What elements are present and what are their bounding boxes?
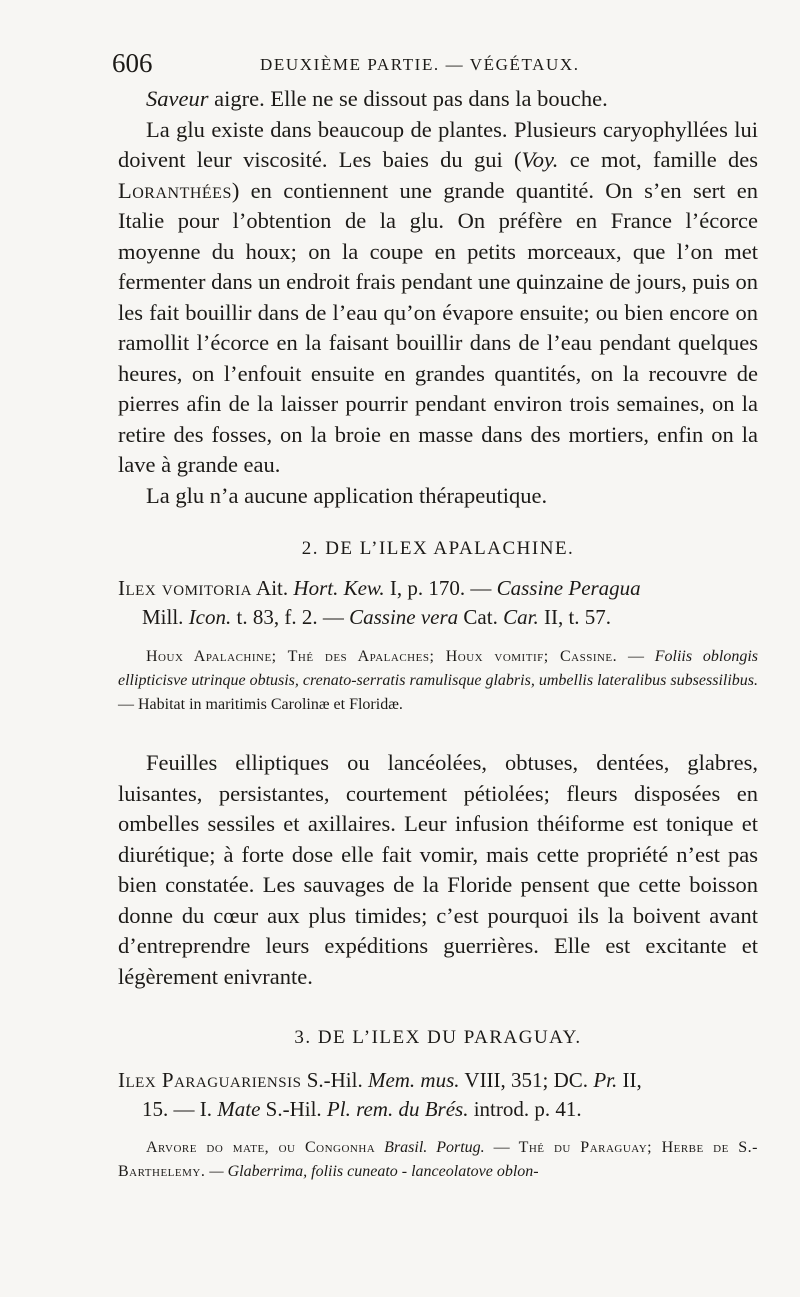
syn-text: S.-Hil. [301,1068,368,1092]
note-apalachine [118,645,758,717]
syn-ref: Cassine vera [349,605,459,629]
common-names: Arvore do mate, ou Congonha [146,1139,376,1156]
family-name: Loranthées [118,177,232,203]
species-name: Ilex vomitoria [118,576,252,600]
syn-ref: Cassine Peragua [496,576,641,600]
paragraph-block-glu [118,84,758,511]
syn-text: introd. p. 41. [468,1097,582,1121]
glu-text-b: ce mot, famille des [558,147,758,172]
glu-text-a: La glu existe dans beaucoup de plantes. Plusieurs caryophyllées lui doivent leur viscosité. Les baies du gui ( [118,116,758,172]
paragraph-saveur [118,84,758,115]
common-names-2: Thé du Paraguay; Herbe de S.-Barthelemy. [118,1139,759,1180]
paragraph-application: La glu n’a aucune application thérapeutique. [146,482,548,508]
syn-text: I, p. 170. — [384,576,497,600]
voy-ref: Voy. [521,147,559,172]
habitat: — Habitat in maritimis Carolinæ et Floridæ. [118,696,403,713]
paragraph-description-apalachine [118,748,758,992]
syn-text: II, t. 57. [538,605,612,629]
syn-text: t. 83, f. 2. — [231,605,350,629]
syn-text: 15. — I. [142,1097,218,1121]
glu-text-c: ) en contiennent une grande quantité. On s’en sert en Italie pour l’obtention de la glu. On préfère en France l’écorce moyenne du houx; on la coupe en petits morceaux, que l’on met fermenter dans un endroit frais pendant une quinzaine de jours, puis on les fait bouillir dans de l’eau qu’on évapore ensuite; ou bien encore on ramollit l’écorce en la faisant bouillir dans de l’eau pendant quelques heures, on l’enfouit ensuite en grandes quantités, on la recouvre de pierres afin de la laisser pourrir pendant environ trois semaines, on la retire des fosses, on la broie en masse dans des mortiers, enfin on la lave à grande eau. [118,177,758,477]
syn-ref: Pl. rem. du Brés. [326,1097,469,1121]
running-head: DEUXIÈME PARTIE. — VÉGÉTAUX. [260,55,580,74]
saveur-label: Saveur [146,86,209,111]
common-names: Houx Apalachine; Thé des Apalaches; Houx vomitif; Cassine. [146,648,618,665]
syn-text: Ait. [251,576,294,600]
species-name: Ilex Paraguariensis [118,1068,302,1092]
page-number: 606 [112,48,153,78]
language-ref: Brasil. Portug. [375,1139,485,1156]
syn-ref: Icon. [188,605,232,629]
latin-description: — Glaberrima, foliis cuneato - lanceolatove oblon- [205,1163,539,1180]
syn-text: VIII, 351; DC. [459,1068,594,1092]
note-separator: — [617,648,655,665]
syn-ref: Mate [217,1097,261,1121]
section-title-paraguay: 3. DE L’ILEX DU PARAGUAY. [294,1027,582,1048]
description-text: Feuilles elliptiques ou lancéolées, obtuses, dentées, glabres, luisantes, persistantes, courtement pétiolées; fleurs disposées en ombelles sessiles et axillaires. Leur infusion théiforme est tonique et diurétique; à forte dose elle fait vomir, mais cette propriété n’est pas bien constatée. Les sauvages de la Floride pensent que cette boisson donne du cœur aux plus timides; c’est pourquoi ils la boivent avant d’entreprendre leurs expéditions guerrières. Elle est excitante et légèrement enivrante. [118,750,758,989]
syn-ref: Car. [503,605,539,629]
latin-description: Foliis oblongis ellipticisve utrinque obtusis, crenato-serratis ramulisque glabris, umbellis lateralibus subsessilibus. [118,648,759,689]
syn-text: Cat. [458,605,504,629]
syn-ref: Mem. mus. [367,1068,460,1092]
syn-ref: Hort. Kew. [293,576,385,600]
paragraph-glu [118,115,758,481]
syn-text: II, [617,1068,642,1092]
saveur-text: aigre. Elle ne se dissout pas dans la bouche. [208,86,608,111]
syn-text: Mill. [142,605,189,629]
note-separator: — [484,1139,519,1156]
syn-text: S.-Hil. [260,1097,327,1121]
section-title-apalachine: 2. DE L’ILEX APALACHINE. [301,538,575,559]
note-paraguay [118,1136,758,1184]
syn-ref: Pr. [593,1068,618,1092]
synonymy-paraguay [118,1066,758,1124]
page-header [112,48,712,80]
synonymy-apalachine [118,574,758,632]
